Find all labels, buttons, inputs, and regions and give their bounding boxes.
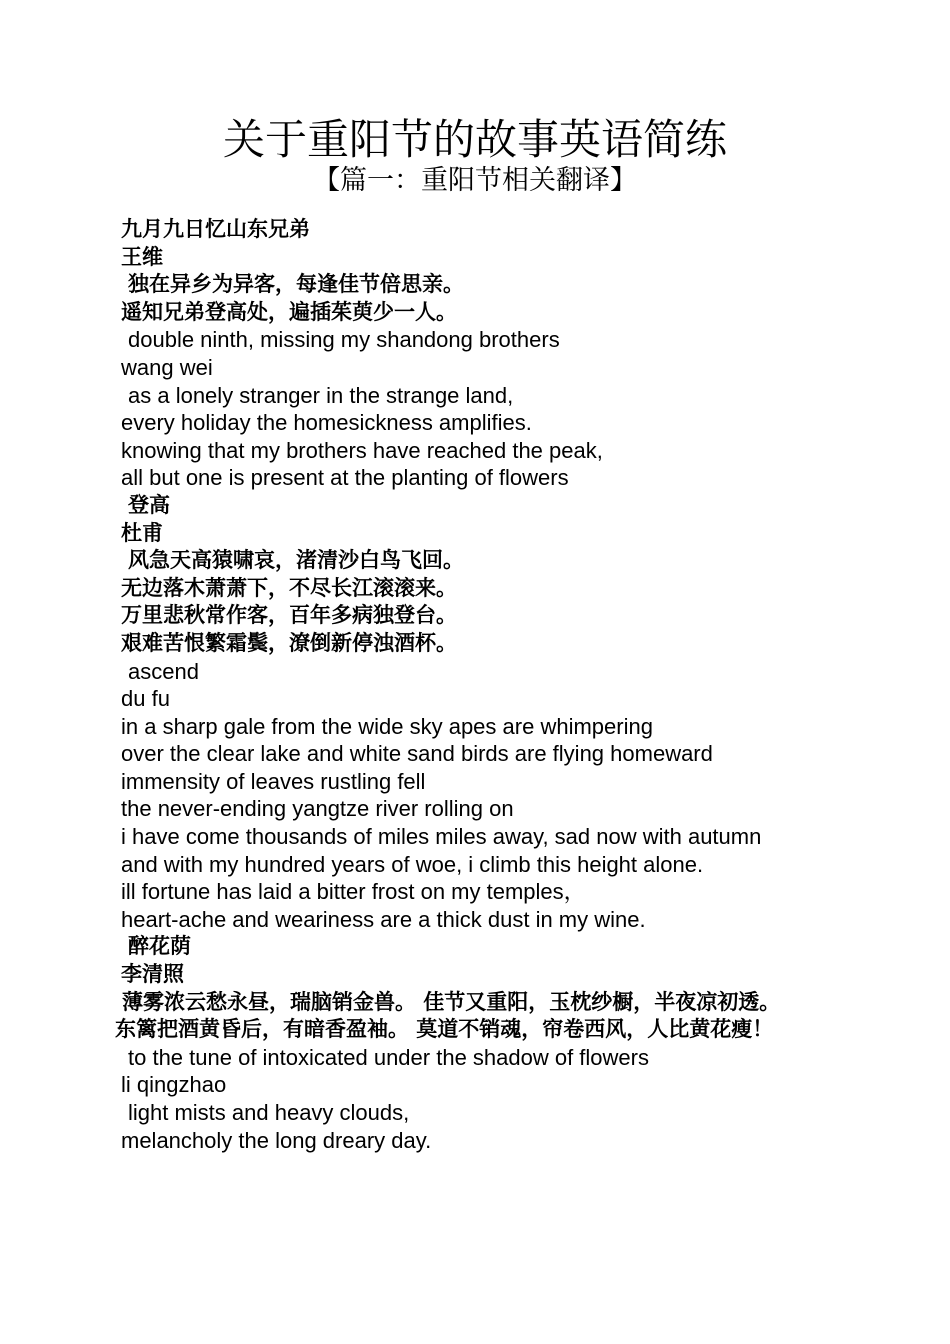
- document-subtitle: 【篇一：重阳节相关翻译】: [313, 165, 637, 196]
- english-text-line: all but one is present at the planting of flowers: [121, 465, 569, 491]
- english-text-line: the never-ending yangtze river rolling on: [121, 796, 514, 822]
- chinese-text-line: 无边落木萧萧下，不尽长江滚滚来。: [121, 575, 457, 600]
- english-text-line: wang wei: [121, 354, 213, 380]
- chinese-text-line: 杜甫: [121, 520, 163, 545]
- english-text-line: li qingzhao: [121, 1072, 227, 1098]
- chinese-text-line: 万里悲秋常作客，百年多病独登台。: [121, 603, 457, 628]
- chinese-text-line: 风急天高猿啸哀，渚清沙白鸟飞回。: [128, 548, 464, 573]
- english-text-line: ascend: [128, 658, 199, 684]
- english-text-line: knowing that my brothers have reached the peak,: [121, 437, 603, 463]
- english-text-line: double ninth, missing my shandong brothers: [128, 327, 560, 353]
- english-text-line: ill fortune has laid a bitter frost on my temples，: [121, 879, 586, 905]
- document-body: [115, 216, 841, 1154]
- chinese-text-line: 李清照: [121, 962, 184, 987]
- english-text-line: i have come thousands of miles miles away, sad now with autumn: [121, 824, 762, 850]
- chinese-text-line: 遥知兄弟登高处，遍插茱萸少一人。: [121, 299, 457, 324]
- english-text-line: immensity of leaves rustling fell: [121, 768, 426, 794]
- english-text-line: light mists and heavy clouds,: [128, 1100, 410, 1125]
- chinese-text-line: 艰难苦恨繁霜鬓，潦倒新停浊酒杯。: [121, 630, 457, 655]
- chinese-text-line: 东篱把酒黄昏后，有暗香盈袖。 莫道不销魂，帘卷西风，人比黄花瘦！: [115, 1017, 774, 1042]
- chinese-text-line: 王维: [121, 244, 163, 269]
- document-title: 关于重阳节的故事英语简练: [222, 115, 727, 164]
- english-text-line: to the tune of intoxicated under the shadow of flowers: [128, 1044, 649, 1070]
- english-text-line: in a sharp gale from the wide sky apes are whimpering: [121, 713, 653, 739]
- english-text-line: melancholy the long dreary day.: [121, 1127, 432, 1153]
- english-text-line: du fu: [121, 686, 170, 712]
- chinese-text-line: 独在异乡为异客，每逢佳节倍思亲。: [128, 272, 464, 297]
- english-text-line: heart-ache and weariness are a thick dust in my wine.: [121, 906, 646, 932]
- english-text-line: every holiday the homesickness amplifies.: [121, 410, 532, 436]
- chinese-text-line: 九月九日忆山东兄弟: [121, 217, 310, 241]
- english-text-line: as a lonely stranger in the strange land,: [128, 382, 514, 408]
- chinese-text-line: 登高: [128, 492, 170, 517]
- chinese-text-line: 醉花荫: [128, 934, 191, 959]
- chinese-text-line: 薄雾浓云愁永昼，瑞脑销金兽。 佳节又重阳，玉枕纱橱，半夜凉初透。: [122, 989, 781, 1014]
- english-text-line: over the clear lake and white sand birds are flying homeward: [121, 741, 713, 767]
- english-text-line: and with my hundred years of woe, i climb this height alone.: [121, 851, 704, 877]
